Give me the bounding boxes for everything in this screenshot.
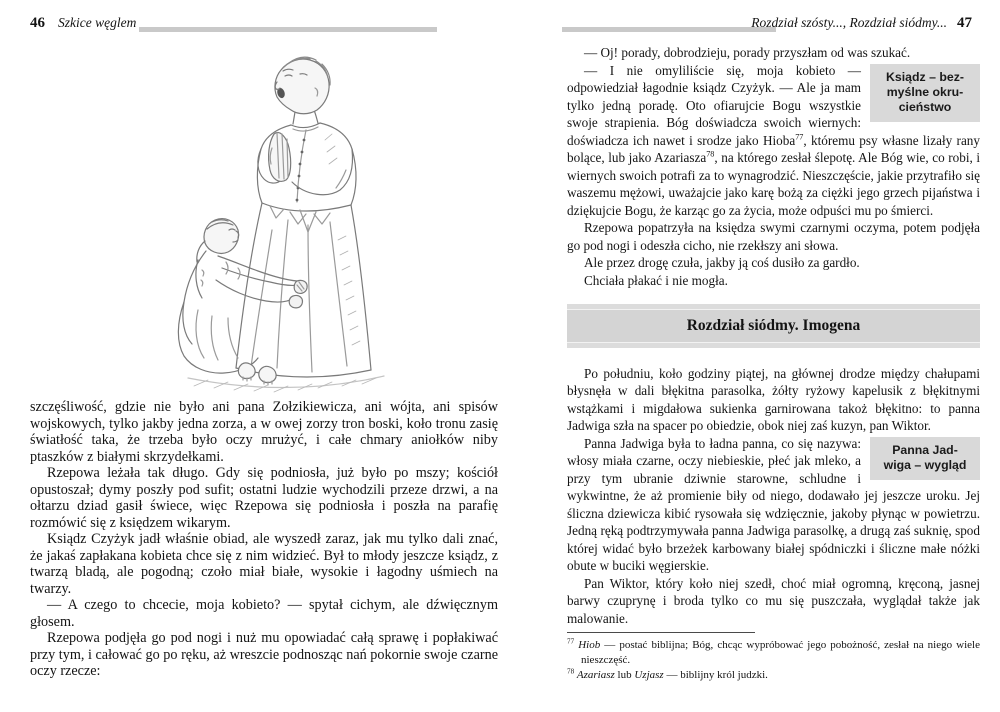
paragraph: Ksiądz Czyżyk jadł właśnie obiad, ale wyszedł zaraz, jak mu tylko dali znać, że jakaś zapłakana kobieta chce się z nim widzieć. Był to młody jeszcze ksiądz, z twarzą bladą, ale pogodną; czoło miał białe, wysokie i łagodny uśmiech na twarzy. (30, 531, 498, 597)
paragraph (567, 435, 980, 575)
footnote (567, 638, 980, 667)
right-running-title: Rozdział szósty..., Rozdział siódmy... (751, 15, 947, 30)
left-page-number: 46 (30, 15, 45, 31)
footnote-term: Uzjasz (634, 669, 664, 681)
left-running-title: Szkice węglem (58, 15, 137, 30)
left-page-body (30, 399, 498, 680)
right-page-header (660, 14, 972, 32)
paragraph: szczęśliwość, gdzie nie było ani pana Zołzikiewicza, ani wójta, ani spisów wojskowych, tylko jakby jedna zorza, a w owej zorzy tron boski, koło tronu zasię światłość taka, że trzeba było oczy mrużyć, i całe chmary aniołków niby ptaszków z białymi skrzydełkami. (30, 399, 498, 465)
paragraph: Rzepowa popatrzyła na księdza swymi czarnymi oczyma, potem podjęła go pod nogi i odeszła cicho, nie rzekłszy ani słowa. (567, 220, 980, 253)
paragraph: Chciała płakać i nie mogła. (584, 272, 728, 288)
footnote-ref: 78 (706, 149, 715, 159)
paragraph-text: — I nie omyliliście się, moja kobieto — odpowiedział łagodnie ksiądz Czyżyk. — Ale ja mam tylko jedną poradę. Oto ofiarujcie Bogu wszystkie swoje strapienia. Bóg doświadcza swoich wiernych: doświadcza ich nawet i srodze jako Hioba (567, 62, 861, 148)
right-page-number: 47 (957, 15, 972, 31)
paragraph: Ale przez drogę czuła, jakby ją coś dusiło za gardło. (584, 255, 860, 270)
footnote-text: — postać biblijna; Bóg, chcąc wypróbować jego pobożność, zesłał na niego wiele nieszczęść. (581, 639, 980, 666)
paragraph: Rzepowa leżała tak długo. Gdy się podniosła, już było po mszy; kościół opustoszał; dymy poszły pod sufit; ostatni ludzie wychodzili przeze drzwi, a na ołtarzu dziad gasił świece, więc Rzepowa się podniosła i poszła na parafię rozmówić się z księdzem wikarym. (30, 465, 498, 531)
paragraph: Rzepowa podjęła go pod nogi i nuż mu opowiadać całą sprawę i popłakiwać przy tym, i całować go po ręku, aż wreszcie podnosząc nań pokornie swoje czarne oczy rzecze: (30, 630, 498, 679)
footnote-term: Azariasz (576, 669, 615, 681)
footnotes (567, 632, 980, 684)
footnote-number: 78 (567, 667, 575, 676)
paragraph-text: , któremu psy własne lizały rany bolące, lub jako Azariasza (567, 132, 980, 165)
paragraph: — A czego to chcecie, moja kobieto? — spytał cichym, ale dźwięcznym głosem. (30, 597, 498, 630)
margin-note-jadwiga-look (870, 437, 980, 480)
footnote-number: 77 (567, 637, 575, 646)
footnote-text: — biblijny król judzki. (663, 669, 768, 681)
footnote (567, 668, 980, 683)
footnote-ref: 77 (795, 132, 804, 142)
margin-note-line: Panna Jad- (892, 442, 958, 457)
footnote-term: Hiob (578, 639, 601, 651)
margin-note-line: wiga – wygląd (883, 457, 967, 472)
paragraph: Po południu, koło godziny piątej, na głównej drodze między chałupami błysnęła w dali błękitna parasolka, żółty ryżowy kapelusik z błękitnymi wstążkami i migdałowa sukienka garnirowana takoż błękitno: to panna Jadwiga szła na spacer po obiedzie, obok niej zaś kuzyn, pan Wiktor. (567, 365, 980, 433)
paragraph-text: Panna Jadwiga była to ładna panna, co się nazywa: włosy miała czarne, oczy niebieskie, płeć jak mleko, a przy tym ubranie dziwnie starowne, schludne i wykwintne, że aż promienie biły od niego, dodawało jej jeszcze uroku. Jej śliczna dziewicza kibić rysowała się wdzięcznie, jakoby płynąc w powietrzu. Jedną ręką podtrzymywała panna Jadwiga parasolkę, a drugą zaś suknię, spod której widać było brzeżek karbowany białej spódniczki i śliczne małe nóżki obute w buciki węgierskie. (567, 435, 980, 573)
margin-note-priest-cruelty (870, 64, 980, 122)
right-page-body (567, 44, 980, 627)
footnote-divider (567, 632, 755, 633)
paragraph: — Oj! porady, dobrodzieju, porady przyszłam od was szukać. (584, 45, 911, 60)
margin-note-line: myślne okru- (886, 84, 964, 99)
chapter-heading (567, 304, 980, 348)
margin-note-line: Ksiądz – bez- (886, 69, 964, 84)
margin-note-line: cieństwo (898, 99, 952, 114)
paragraph-text: , na którego zesłał ślepotę. Ale Bóg wie, co robi, i wiernych swoich potrafi za to wynagrodzić. Nieszczęście, jakie przytrafiło się waszemu mężowi, uważajcie jako karę bożą za ciężki jego grzech pijaństwa i dziękujcie Bogu, że karząc go za życia, może odpuści mu po śmierci. (567, 150, 981, 218)
chapter-heading-text: Rozdział siódmy. Imogena (686, 317, 861, 334)
paragraph (567, 62, 980, 220)
illustration-praying-woman-and-kneeling-woman (150, 30, 422, 398)
left-page-header (30, 14, 136, 32)
paragraph: Pan Wiktor, który koło niej szedł, choć miał ogromną, kręconą, jasnej barwy czuprynę i broda tylko co mu się puszczała, wyglądał także jak malowanie. (567, 575, 980, 626)
footnote-text: lub (614, 669, 635, 681)
